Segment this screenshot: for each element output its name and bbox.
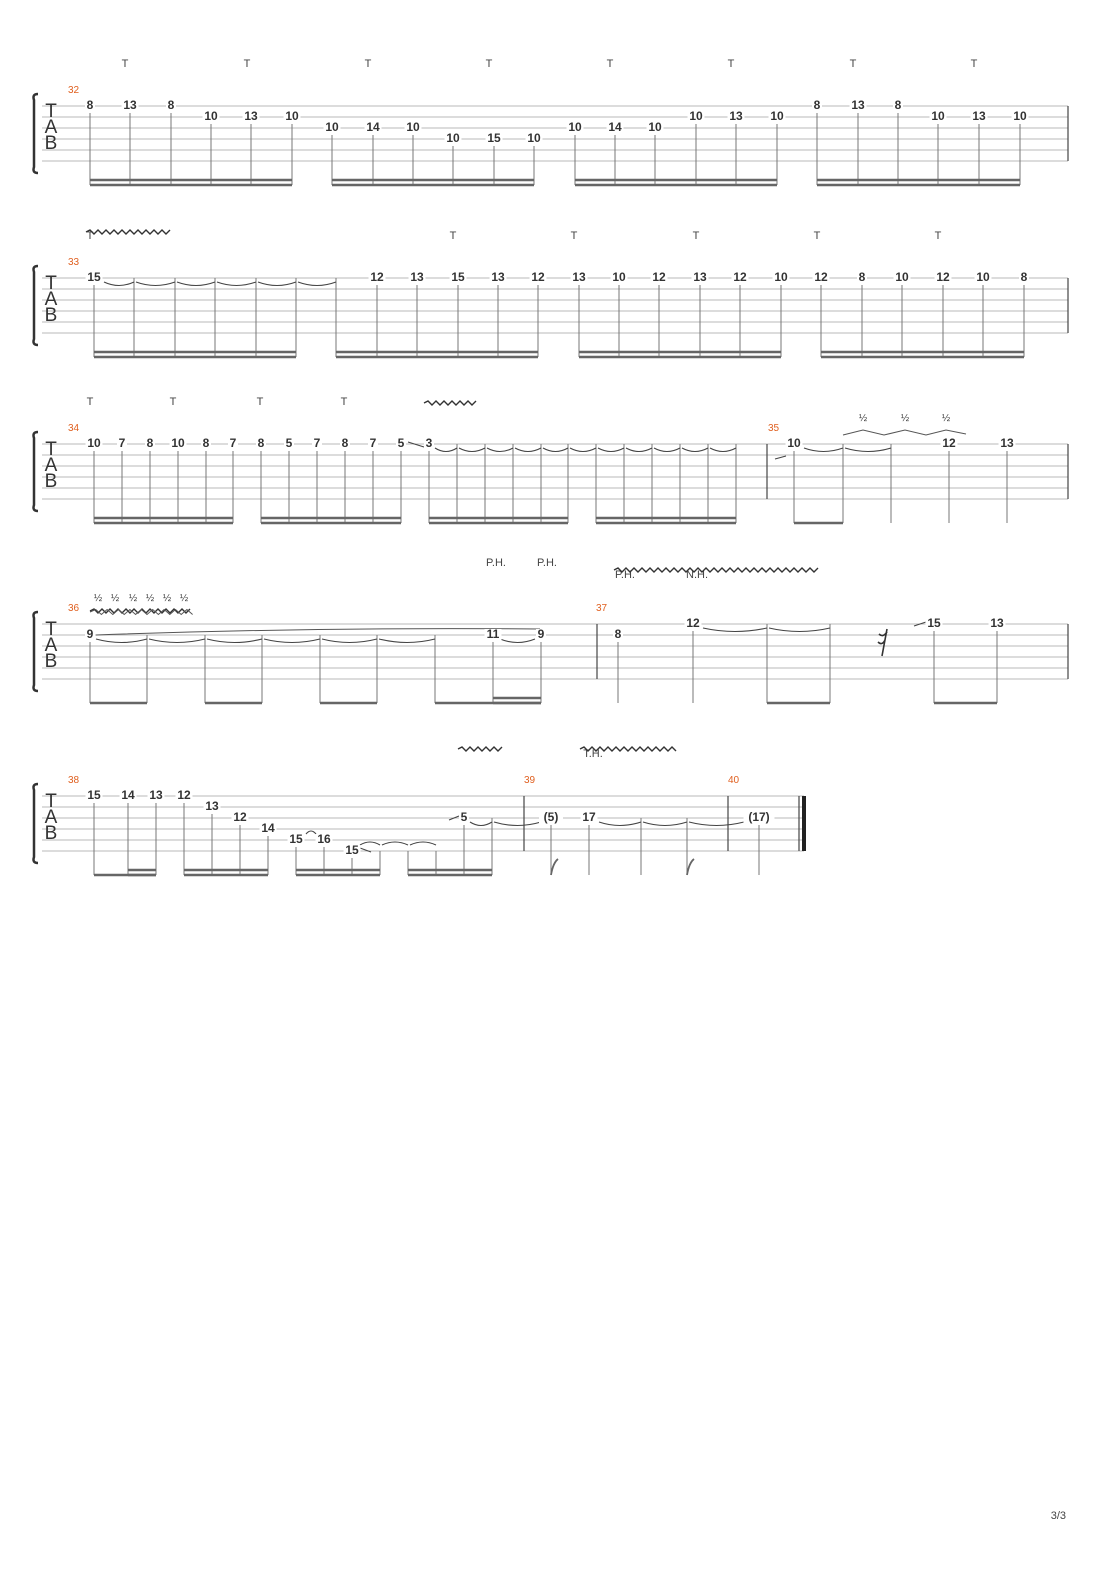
tab-letter: T xyxy=(45,439,57,460)
tab-system xyxy=(34,557,1069,703)
fret-number: 8 xyxy=(614,627,622,642)
vibrato-mark xyxy=(86,230,170,234)
tab-letter: T xyxy=(45,273,57,294)
slide-line xyxy=(775,456,786,459)
fret-number: 10 xyxy=(612,270,626,285)
fret-number: 10 xyxy=(406,120,420,135)
tab-letter: B xyxy=(44,305,58,326)
tie-arc xyxy=(689,822,744,826)
tap-mark: T xyxy=(256,396,264,408)
fret-number: 12 xyxy=(177,788,191,803)
fret-number: 12 xyxy=(942,436,956,451)
tie-arc xyxy=(136,282,175,286)
system-bracket xyxy=(34,266,39,345)
tie-arc xyxy=(654,448,680,452)
tab-letter: A xyxy=(44,117,58,138)
tab-system xyxy=(34,396,1069,523)
fret-number: 3 xyxy=(425,436,433,451)
fret-number: 12 xyxy=(814,270,828,285)
fret-number: 10 xyxy=(770,109,784,124)
tie-arc xyxy=(410,842,436,845)
fret-number: 7 xyxy=(369,436,377,451)
tab-letter: A xyxy=(44,635,58,656)
fret-number: 12 xyxy=(936,270,950,285)
measure-number: 36 xyxy=(68,603,80,614)
bend-amount: ½ xyxy=(858,413,868,424)
tab-systems xyxy=(34,58,1069,875)
vibrato-mark xyxy=(424,401,476,405)
fret-number: 12 xyxy=(686,616,700,631)
fret-number: 11 xyxy=(486,627,500,642)
tie-arc xyxy=(703,628,767,632)
fret-number: 5 xyxy=(285,436,293,451)
measure-number: 35 xyxy=(768,423,780,434)
tie-arc xyxy=(459,448,485,452)
tap-mark: T xyxy=(813,230,821,242)
tie-arc xyxy=(543,448,568,452)
fret-number: 8 xyxy=(813,98,821,113)
tab-system xyxy=(34,58,1069,185)
page-number: 3/3 xyxy=(1050,1510,1066,1522)
fret-number: 10 xyxy=(204,109,218,124)
vibrato-mark xyxy=(614,568,818,572)
tie-arc xyxy=(804,448,843,452)
system-bracket xyxy=(34,784,39,863)
tap-mark: T xyxy=(849,58,857,70)
measure-number: 33 xyxy=(68,257,80,268)
fret-number: 7 xyxy=(118,436,126,451)
fret-number: 15 xyxy=(487,131,501,146)
tab-letter: B xyxy=(44,133,58,154)
tie-arc xyxy=(494,822,541,826)
measure-number: 34 xyxy=(68,423,80,434)
fret-number: 10 xyxy=(87,436,101,451)
tap-mark: T xyxy=(570,230,578,242)
fret-number: 8 xyxy=(858,270,866,285)
fret-number: 13 xyxy=(990,616,1004,631)
fret-number: 8 xyxy=(1020,270,1028,285)
fret-number: 7 xyxy=(313,436,321,451)
fret-number: 13 xyxy=(244,109,258,124)
tie-arc xyxy=(258,282,296,286)
fret-number: 10 xyxy=(689,109,703,124)
tab-letter: A xyxy=(44,289,58,310)
bend-amount: ½ xyxy=(162,593,172,604)
fret-number: 15 xyxy=(87,788,101,803)
fret-number: 9 xyxy=(86,627,94,642)
tie-arc xyxy=(207,639,262,643)
measure-number: 37 xyxy=(596,603,608,614)
tie-arc xyxy=(104,282,134,286)
tab-letter: B xyxy=(44,471,58,492)
tap-mark: T xyxy=(169,396,177,408)
tap-mark: T xyxy=(485,58,493,70)
fret-number: 8 xyxy=(894,98,902,113)
bend-amount: ½ xyxy=(179,593,189,604)
fret-number: 15 xyxy=(451,270,465,285)
fret-number: 10 xyxy=(568,120,582,135)
fret-number: 10 xyxy=(931,109,945,124)
tap-mark: T xyxy=(449,230,457,242)
fret-number: 13 xyxy=(729,109,743,124)
tie-arc xyxy=(643,822,687,826)
note-flag xyxy=(687,859,694,875)
tie-arc xyxy=(177,282,215,286)
tap-mark: T xyxy=(340,396,348,408)
system-bracket xyxy=(34,612,39,691)
tap-mark: T xyxy=(86,230,94,242)
tab-system xyxy=(34,230,1069,357)
tap-mark: T xyxy=(121,58,129,70)
tie-arc xyxy=(599,822,641,826)
technique-label: P.H. xyxy=(486,557,506,569)
tie-arc xyxy=(298,282,336,286)
measure-number: 40 xyxy=(728,775,740,786)
fret-number: (17) xyxy=(748,810,770,825)
tie-arc xyxy=(360,842,380,845)
fret-number: 13 xyxy=(205,799,219,814)
tap-mark: T xyxy=(243,58,251,70)
fret-number: 15 xyxy=(87,270,101,285)
tie-arc xyxy=(487,448,513,452)
fret-number: 10 xyxy=(446,131,460,146)
fret-number: 13 xyxy=(491,270,505,285)
tie-arc xyxy=(682,448,708,452)
system-bracket xyxy=(34,94,39,173)
fret-number: 10 xyxy=(648,120,662,135)
measure-number: 39 xyxy=(524,775,536,786)
fret-number: 9 xyxy=(537,627,545,642)
fret-number: 14 xyxy=(261,821,275,836)
tie-arc xyxy=(264,639,320,643)
legato-slur xyxy=(96,629,540,635)
tie-arc xyxy=(149,639,205,643)
fret-number: 10 xyxy=(976,270,990,285)
fret-number: 17 xyxy=(582,810,596,825)
tab-letter: T xyxy=(45,101,57,122)
fret-number: 14 xyxy=(121,788,135,803)
fret-number: 16 xyxy=(317,832,331,847)
sixteenth-rest xyxy=(878,629,887,656)
fret-number: 10 xyxy=(527,131,541,146)
tie-arc xyxy=(379,639,435,643)
technique-label: P.H. xyxy=(615,569,635,581)
tie-arc xyxy=(769,628,830,632)
tab-letter: A xyxy=(44,455,58,476)
fret-number: 13 xyxy=(410,270,424,285)
tie-arc xyxy=(710,448,736,452)
tie-arc xyxy=(598,448,624,452)
fret-number: 10 xyxy=(774,270,788,285)
fret-number: 12 xyxy=(370,270,384,285)
fret-number: 10 xyxy=(895,270,909,285)
bend-amount: ½ xyxy=(128,593,138,604)
tab-letter: T xyxy=(45,791,57,812)
tab-letter: A xyxy=(44,807,58,828)
tie-arc xyxy=(570,448,596,452)
fret-number: 8 xyxy=(257,436,265,451)
fret-number: 10 xyxy=(285,109,299,124)
tap-mark: T xyxy=(692,230,700,242)
fret-number: 10 xyxy=(787,436,801,451)
bend-amount: ½ xyxy=(900,413,910,424)
tie-arc xyxy=(96,639,147,643)
tie-arc xyxy=(382,842,408,845)
tab-letter: T xyxy=(45,619,57,640)
fret-number: 8 xyxy=(167,98,175,113)
fret-number: 10 xyxy=(171,436,185,451)
bend-line xyxy=(843,430,966,435)
tie-arc xyxy=(500,639,535,643)
fret-number: 13 xyxy=(149,788,163,803)
fret-number: 8 xyxy=(86,98,94,113)
tap-mark: T xyxy=(86,396,94,408)
measure-number: 38 xyxy=(68,775,80,786)
tap-mark: T xyxy=(934,230,942,242)
tie-arc xyxy=(845,448,891,452)
tap-mark: T xyxy=(727,58,735,70)
tab-letter: B xyxy=(44,823,58,844)
note-flag xyxy=(551,859,558,875)
tie-arc xyxy=(626,448,652,452)
fret-number: 13 xyxy=(851,98,865,113)
fret-number: 8 xyxy=(341,436,349,451)
tie-arc xyxy=(322,639,377,643)
tie-arc xyxy=(217,282,256,286)
bend-amount: ½ xyxy=(110,593,120,604)
fret-number: 13 xyxy=(572,270,586,285)
fret-number: 13 xyxy=(1000,436,1014,451)
bend-amount: ½ xyxy=(941,413,951,424)
tie-arc xyxy=(435,448,457,452)
fret-number: 5 xyxy=(460,810,468,825)
fret-number: 8 xyxy=(202,436,210,451)
fret-number: 7 xyxy=(229,436,237,451)
fret-number: 12 xyxy=(733,270,747,285)
fret-number: 14 xyxy=(366,120,380,135)
fret-number: 5 xyxy=(397,436,405,451)
tie-arc xyxy=(306,831,316,834)
technique-label: T.H. xyxy=(583,748,603,760)
tap-mark: T xyxy=(364,58,372,70)
fret-number: 8 xyxy=(146,436,154,451)
tie-arc xyxy=(470,822,492,826)
fret-number: 10 xyxy=(1013,109,1027,124)
tab-system xyxy=(34,747,805,875)
fret-number: 15 xyxy=(289,832,303,847)
fret-number: 10 xyxy=(325,120,339,135)
vibrato-mark xyxy=(458,747,502,751)
tab-letter: B xyxy=(44,651,58,672)
tie-arc xyxy=(515,448,541,452)
technique-label: P.H. xyxy=(537,557,557,569)
tap-mark: T xyxy=(606,58,614,70)
fret-number: (5) xyxy=(543,810,559,825)
fret-number: 15 xyxy=(927,616,941,631)
measure-number: 32 xyxy=(68,85,80,96)
fret-number: 14 xyxy=(608,120,622,135)
fret-number: 13 xyxy=(123,98,137,113)
technique-label: N.H. xyxy=(686,569,708,581)
bend-amount: ½ xyxy=(93,593,103,604)
fret-number: 12 xyxy=(233,810,247,825)
fret-number: 12 xyxy=(531,270,545,285)
fret-number: 13 xyxy=(972,109,986,124)
fret-number: 13 xyxy=(693,270,707,285)
bend-amount: ½ xyxy=(145,593,155,604)
fret-number: 12 xyxy=(652,270,666,285)
fret-number: 15 xyxy=(345,843,359,858)
tap-mark: T xyxy=(970,58,978,70)
system-bracket xyxy=(34,432,39,511)
